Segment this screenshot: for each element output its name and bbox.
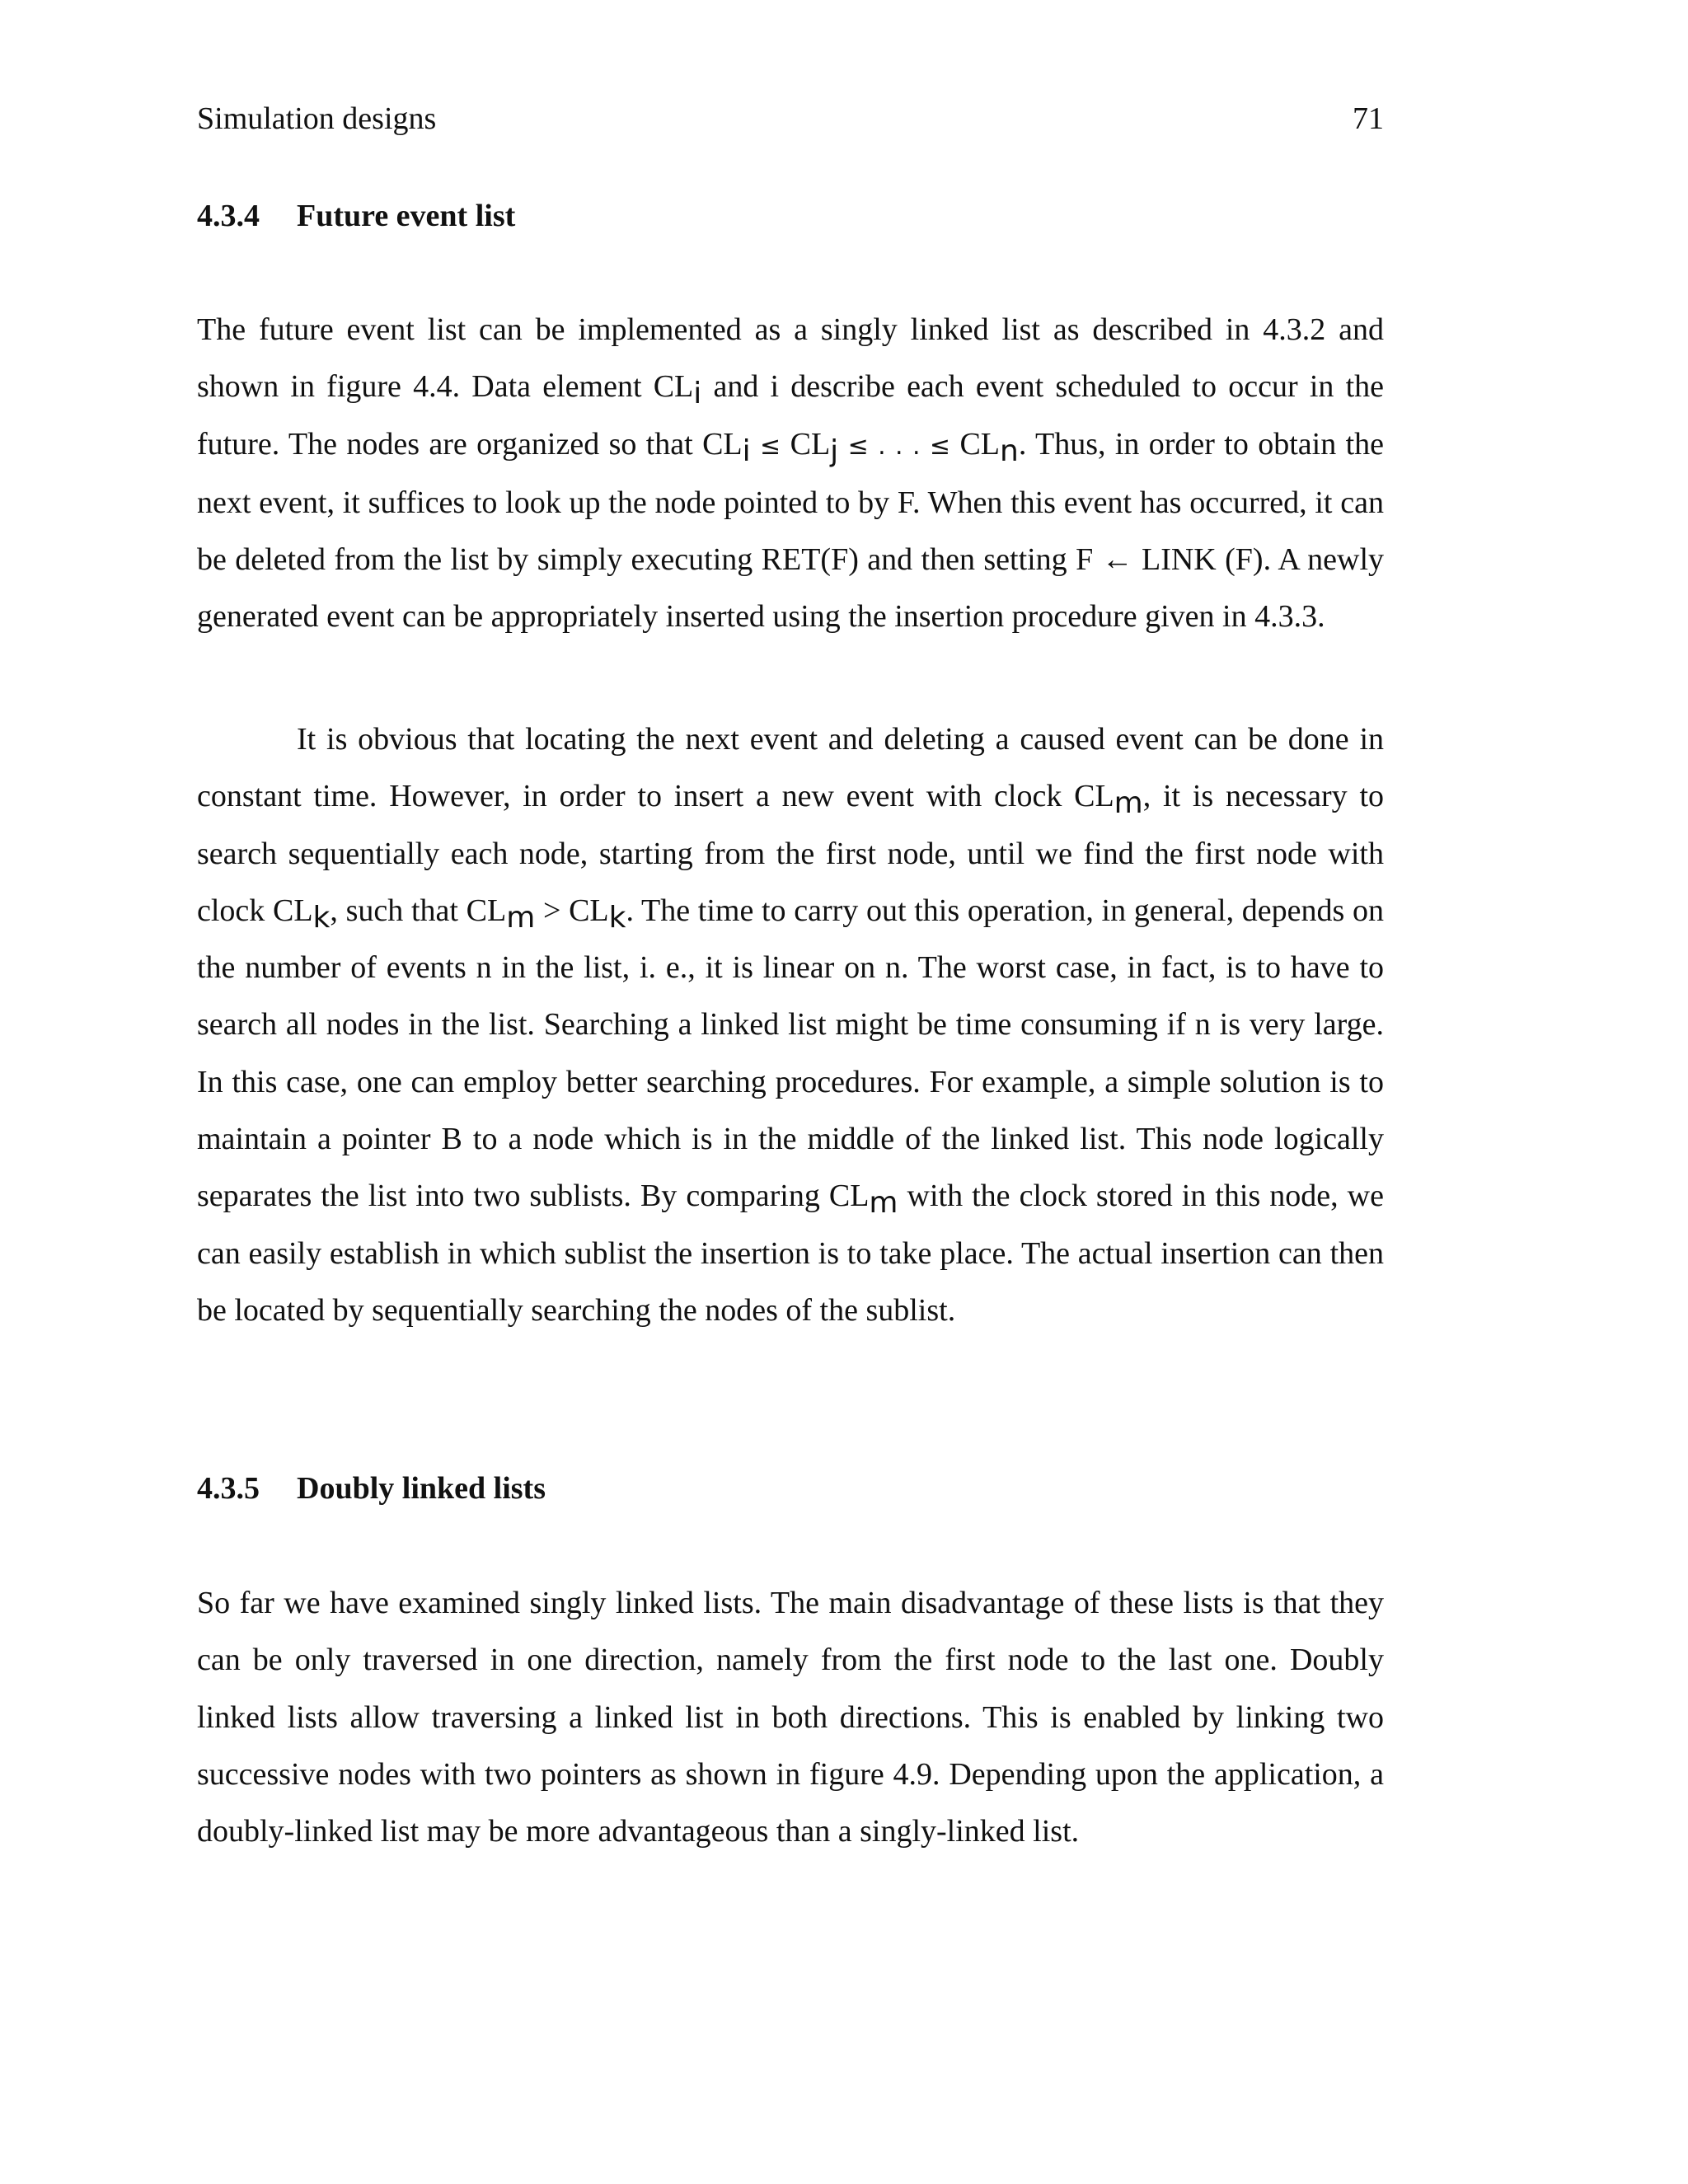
section-number: 4.3.5 [197,1471,260,1506]
subscript: m [869,1186,898,1221]
section-title: Future event list [297,199,516,233]
text-run: . The time to carry out this operation, in general, depends on the number of events n in the list, i. e., it is linear on n. The worst case, in fact, is to have to search all nodes in the list. Searching a linked list might be time consuming if n is very large. In this case, one can employ better searching procedures. For example, a simple solution is to maintain a pointer B to a node which is in the middle of the linked list. This node logically separates the list into two sublists. By comparing CL [197,893,1384,1214]
paragraph-future-event-list-intro [197,302,1384,646]
subscript: m [506,900,536,935]
text-run: > CL [535,893,609,928]
subscript: i [742,434,751,468]
section-title: Doubly linked lists [297,1471,546,1506]
section-heading-4-3-4 [197,194,515,237]
text-run: CL [959,426,1000,462]
subscript: m [1114,786,1143,821]
text-run: and i describe each event scheduled to occur in the future. The nodes are organized so that CL [197,369,1384,462]
section-number: 4.3.4 [197,199,260,233]
paragraph-insertion-cost [197,711,1384,1339]
text-run: . Thus, in order to obtain the next event, it suffices to look up the node pointed to by F. When this event has occurred, it can be deleted from the list by simply executing RET(F) and then setting F ← LINK (F). A newly generated event can be appropriately inserted using the insertion procedure given in 4.3.3. [197,426,1384,635]
text-run: , it is necessary to search sequentially each node, starting from the first node, until we find the first node with clock CL [197,779,1384,928]
text-run: , such that CL [330,893,507,928]
inequality-chain: ≤ . . . ≤ [838,431,960,461]
running-head-title: Simulation designs [197,101,437,136]
page-number: 71 [1353,101,1384,136]
section-heading-4-3-5 [197,1467,546,1510]
text-run: It is obvious that locating the next event and deleting a caused event can be done in constant time. However, in order to insert a new event with clock CL [197,722,1384,814]
subscript: i [693,377,702,411]
subscript: j [830,434,839,468]
subscript: n [1000,434,1019,468]
subscript: k [312,900,331,935]
text-run: CL [790,426,831,462]
paragraph-doubly-linked-lists: So far we have examined singly linked lists. The main disadvantage of these lists is that they can be only traversed in one direction, namely from the first node to the last one. Doubly linked lists allow traversing a linked list in both directions. This is enabled by linking two successive nodes with two pointers as shown in figure 4.9. Depending upon the application, a doubly-linked list may be more advantageous than a singly-linked list. [197,1586,1384,1849]
text-run: with the clock stored in this node, we can easily establish in which sublist the insertion is to take place. The actual insertion can then be located by sequentially searching the nodes of the sublist. [197,1179,1384,1328]
subscript: k [608,900,626,935]
running-head [197,97,1384,140]
inequality-symbol: ≤ [750,431,790,461]
text-run: The future event list can be implemented as a singly linked list as described in 4.3.2 and shown in figure 4.4. Data element CL [197,312,1384,405]
